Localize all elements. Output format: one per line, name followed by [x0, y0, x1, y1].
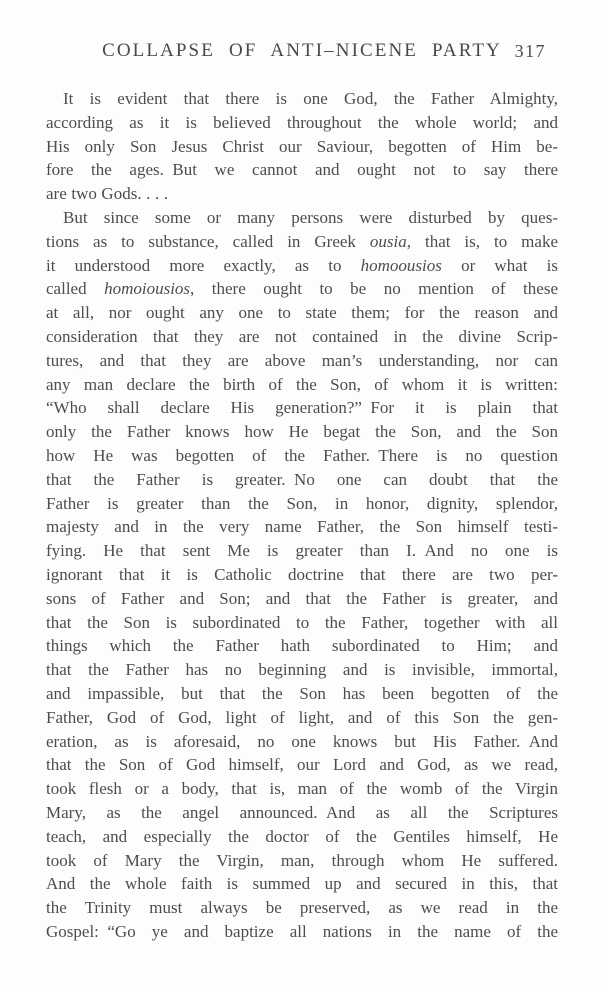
text-segment: homoousios — [360, 255, 442, 275]
text-segment: according as it is believed throughout the whole world; and — [46, 112, 558, 132]
text-line — [46, 849, 558, 873]
text-line — [46, 158, 558, 182]
text-segment: took flesh or a body, that is, man of the womb of the Virgin — [46, 779, 558, 799]
text-line — [46, 230, 558, 254]
text-line — [46, 301, 558, 325]
text-segment: or what is — [441, 255, 558, 275]
text-line — [46, 396, 558, 420]
text-segment: ignorant that it is Catholic doctrine that there are two per- — [46, 564, 558, 584]
paragraph — [46, 87, 558, 206]
text-segment: consideration that they are not contained in the divine Scrip- — [46, 326, 558, 346]
text-line — [46, 896, 558, 920]
text-line — [46, 87, 558, 111]
text-segment: Father, God of God, light of light, and of this Son the gen- — [46, 707, 558, 727]
text-segment: any man declare the birth of the Son, of whom it is written: — [46, 374, 558, 394]
text-segment: “Who shall declare His generation?” For it is plain that — [46, 398, 558, 418]
text-line — [46, 111, 558, 135]
text-segment: It is evident that there is one God, the Father Almighty, — [63, 89, 558, 108]
text-segment: homoiousios — [104, 279, 191, 299]
text-line — [46, 706, 558, 730]
text-segment: how He was begotten of the Father. There is no question — [46, 445, 558, 465]
text-line — [46, 801, 558, 825]
text-line — [46, 254, 558, 278]
text-line — [46, 753, 558, 777]
running-head — [46, 40, 558, 66]
text-segment: the Trinity must always be preserved, as we read in the — [46, 898, 558, 918]
text-segment: Gospel: “Go ye and baptize all nations in the name of the — [46, 921, 558, 941]
text-segment: that the Father is greater. No one can doubt that the — [46, 469, 558, 489]
text-line — [46, 373, 558, 397]
text-segment: tures, and that they are above man’s understanding, nor can — [46, 350, 558, 370]
text-line — [46, 444, 558, 468]
text-line — [46, 539, 558, 563]
text-segment: tions as to substance, called in Greek — [46, 231, 370, 251]
page-number: 317 — [514, 41, 546, 61]
text-line — [46, 634, 558, 658]
text-line — [46, 563, 558, 587]
page-title: COLLAPSE OF ANTI–NICENE PARTY — [102, 40, 502, 61]
paragraph — [46, 206, 558, 944]
text-segment: majesty and in the very name Father, the Son himself testi- — [46, 517, 558, 537]
text-line — [46, 825, 558, 849]
text-line — [46, 587, 558, 611]
text-segment: that the Son is subordinated to the Father, together with all — [46, 612, 558, 632]
text-segment: are two Gods. . . . — [46, 184, 169, 204]
text-segment: sons of Father and Son; and that the Father is greater, and — [46, 588, 558, 608]
text-line — [46, 420, 558, 444]
text-segment: only the Father knows how He begat the Son, and the Son — [46, 422, 558, 442]
text-segment: took of Mary the Virgin, man, through whom He suffered. — [46, 850, 558, 870]
text-segment: And the whole faith is summed up and secured in this, that — [46, 874, 558, 894]
text-segment: that the Father has no beginning and is invisible, immortal, — [46, 660, 558, 680]
text-line — [46, 277, 558, 301]
text-segment: His only Son Jesus Christ our Saviour, begotten of Him be- — [46, 136, 558, 156]
text-line — [46, 872, 558, 896]
text-segment: Father is greater than the Son, in honor, dignity, splendor, — [46, 493, 558, 513]
text-line — [46, 658, 558, 682]
text-segment: fying. He that sent Me is greater than I. And no one is — [46, 541, 558, 561]
text-segment: teach, and especially the doctor of the Gentiles himself, He — [46, 826, 558, 846]
text-segment: eration, as is aforesaid, no one knows but His Father. And — [46, 731, 558, 751]
text-segment: it understood more exactly, as to — [46, 255, 361, 275]
text-line — [46, 682, 558, 706]
text-line — [46, 492, 558, 516]
text-line — [46, 135, 558, 159]
text-line — [46, 182, 558, 206]
text-line — [46, 777, 558, 801]
text-segment: fore the ages. But we cannot and ought not to say there — [46, 160, 558, 180]
text-segment: called — [46, 279, 105, 299]
text-segment: , there ought to be no mention of these — [190, 279, 558, 299]
text-segment: ousia — [369, 231, 407, 251]
text-segment: that the Son of God himself, our Lord and God, as we read, — [46, 755, 558, 775]
text-line — [46, 349, 558, 373]
text-line — [46, 325, 558, 349]
text-line — [46, 611, 558, 635]
text-segment: Mary, as the angel announced. And as all the Scriptures — [46, 802, 558, 822]
text-line — [46, 468, 558, 492]
page-body — [46, 87, 558, 944]
text-segment: , that is, to make — [406, 231, 558, 251]
text-segment: things which the Father hath subordinated to Him; and — [46, 636, 558, 656]
text-segment: at all, nor ought any one to state them; for the reason and — [46, 303, 558, 323]
text-line — [46, 920, 558, 944]
text-line — [46, 206, 558, 230]
text-segment: But since some or many persons were disturbed by ques- — [63, 207, 558, 227]
text-line — [46, 515, 558, 539]
text-segment: and impassible, but that the Son has been begotten of the — [46, 683, 558, 703]
text-line — [46, 730, 558, 754]
